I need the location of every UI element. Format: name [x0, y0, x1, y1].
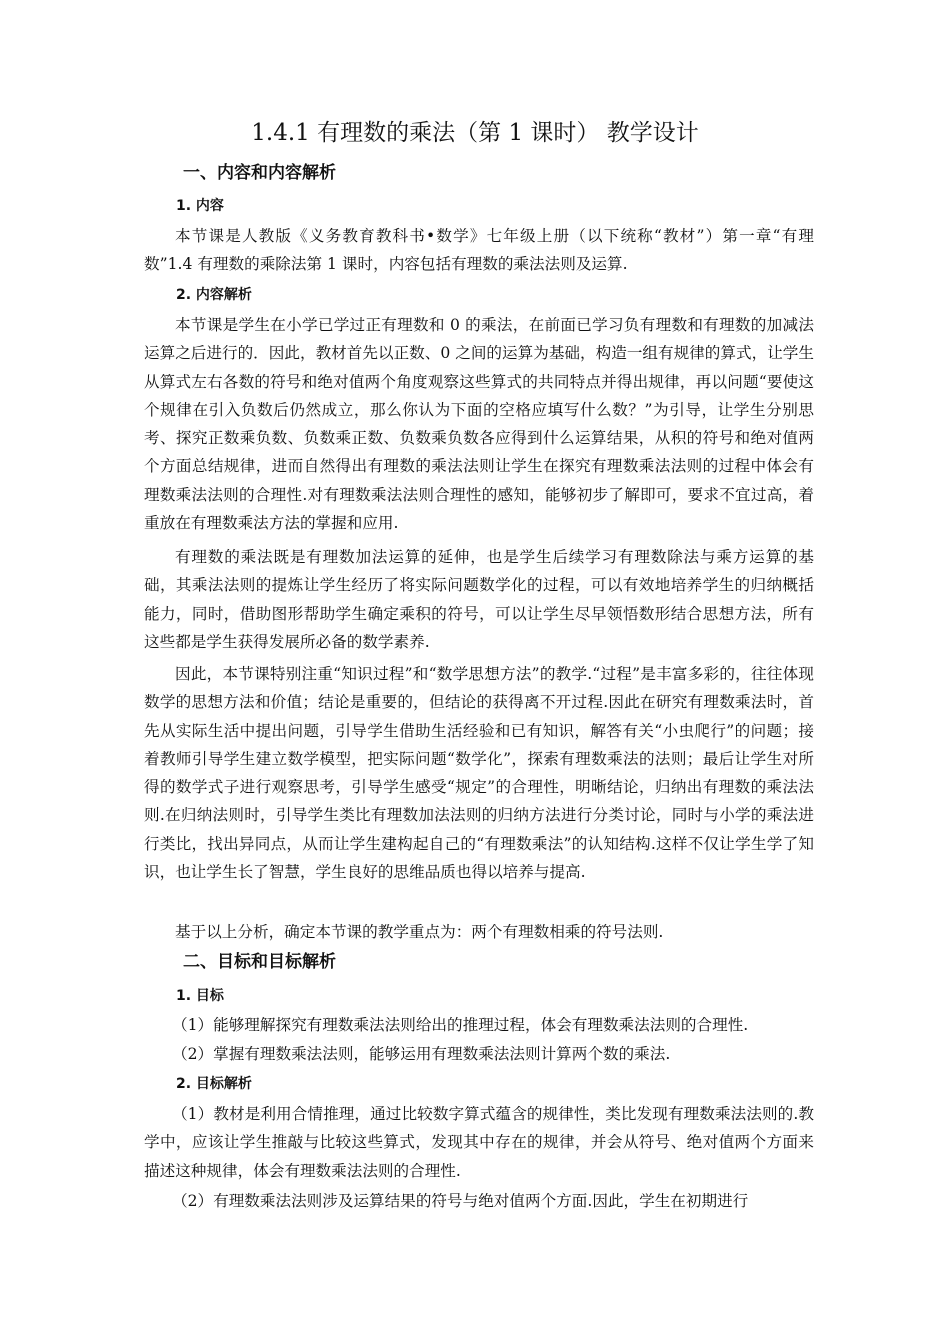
goal-analysis-1: （1）教材是利用合情推理，通过比较数字算式蕴含的规律性，类比发现有理数乘法法则的.教学中，应该让学生推敲与比较这些算式，发现其中存在的规律，并会从符号、绝对值两个方面来描述这种规律，体会有理数乘法法则的合理性.	[144, 1105, 814, 1180]
paragraph-content: 本节课是人教版《义务教育教科书•数学》七年级上册（以下统称“教材”）第一章“有理数”1.4 有理数的乘除法第 1 课时，内容包括有理数的乘法法则及运算.	[144, 227, 814, 274]
paragraph-analysis-1: 本节课是学生在小学已学过正有理数和 0 的乘法，在前面已学习负有理数和有理数的加减法运算之后进行的．因此，教材首先以正数、0 之间的运算为基础，构造一组有规律的算式，让学生从算式左右各数的符号和绝对值两个角度观察这些算式的共同特点并得出规律，再以问题“要使这个规律在引入负数后仍然成立，那么你认为下面的空格应填写什么数？”为引导，让学生分别思考、探究正数乘负数、负数乘正数、负数乘负数各应得到什么运算结果，从积的符号和绝对值两个方面总结规律，进而自然得出有理数的乘法法则让学生在探究有理数乘法法则的过程中体会有理数乘法法则的合理性.对有理数乘法法则合理性的感知，能够初步了解即可，要求不宜过高，着重放在有理数乘法方法的掌握和应用.	[144, 316, 814, 533]
subheading-content: 1. 内容	[176, 198, 224, 214]
subheading-content-analysis: 2. 内容解析	[176, 287, 252, 303]
document-title: 1.4.1 有理数的乘法（第 1 课时） 教学设计	[251, 120, 699, 146]
paragraph-key-point: 基于以上分析，确定本节课的教学重点为：两个有理数相乘的符号法则.	[175, 923, 664, 941]
goal-item-2: （2）掌握有理数乘法法则，能够运用有理数乘法法则计算两个数的乘法.	[172, 1045, 671, 1063]
paragraph-analysis-3: 因此，本节课特别注重“知识过程”和“数学思想方法”的教学.“过程”是丰富多彩的，往往体现数学的思想方法和价值；结论是重要的，但结论的获得离不开过程.因此在研究有理数乘法时，首先从实际生活中提出问题，引导学生借助生活经验和已有知识，解答有关“小虫爬行”的问题；接着教师引导学生建立数学模型，把实际问题“数学化”，探索有理数乘法的法则；最后让学生对所得的数学式子进行观察思考，引导学生感受“规定”的合理性，明晰结论，归纳出有理数的乘法法则.在归纳法则时，引导学生类比有理数加法法则的归纳方法进行分类讨论，同时与小学的乘法进行类比，找出异同点，从而让学生建构起自己的“有理数乘法”的认知结构.这样不仅让学生学了知识，也让学生长了智慧，学生良好的思维品质也得以培养与提高.	[144, 665, 814, 882]
paragraph-analysis-2: 有理数的乘法既是有理数加法运算的延伸，也是学生后续学习有理数除法与乘方运算的基础，其乘法法则的提炼让学生经历了将实际问题数学化的过程，可以有效地培养学生的归纳概括能力，同时，借助图形帮助学生确定乘积的符号，可以让学生尽早领悟数形结合思想方法，所有这些都是学生获得发展所必备的数学素养.	[144, 548, 814, 651]
goal-analysis-2: （2）有理数乘法法则涉及运算结果的符号与绝对值两个方面.因此，学生在初期进行	[172, 1192, 749, 1210]
subheading-goal-analysis: 2. 目标解析	[176, 1076, 252, 1092]
section-heading-goals: 二、目标和目标解析	[183, 952, 336, 972]
subheading-goals: 1. 目标	[176, 988, 224, 1004]
section-heading-content: 一、内容和内容解析	[183, 163, 336, 183]
goal-item-1: （1）能够理解探究有理数乘法法则给出的推理过程，体会有理数乘法法则的合理性.	[172, 1016, 749, 1034]
